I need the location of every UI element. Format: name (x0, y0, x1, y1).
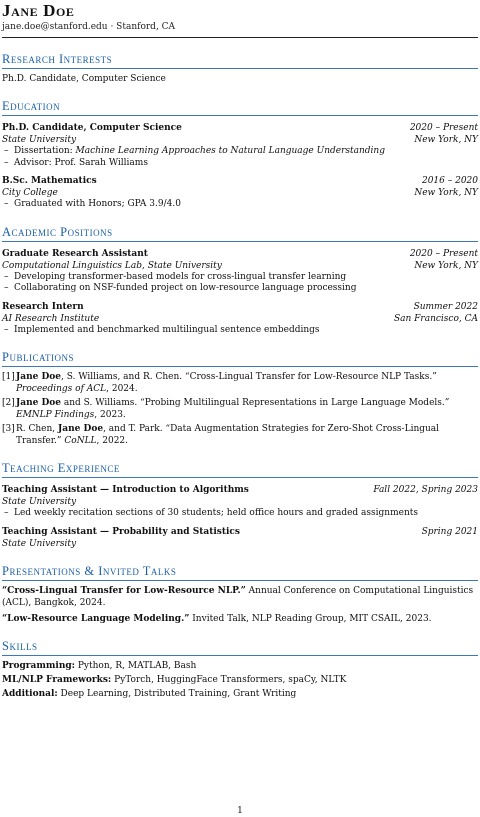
location: New York, NY (414, 188, 478, 198)
section-talks (2, 564, 478, 625)
skill-label: Programming: (2, 660, 76, 671)
bullet-list (2, 508, 478, 520)
school: City College (2, 188, 58, 198)
school: State University (2, 135, 77, 145)
dates: 2020 – Present (409, 248, 478, 259)
self-author: Jane Doe (16, 372, 62, 382)
section-title: Publications (2, 350, 478, 367)
role: Graduate Research Assistant (2, 248, 148, 259)
organization: Computational Linguistics Lab, State University (2, 260, 222, 271)
self-author: Jane Doe (58, 424, 104, 434)
skill-label: Additional: (2, 688, 58, 699)
section-skills (2, 639, 478, 700)
section-title: Academic Positions (2, 225, 478, 242)
bullet-list (2, 146, 478, 169)
list-item: – Developing transformer-based models for cross-lingual transfer learning (2, 272, 478, 284)
talk-title: “Cross-Lingual Transfer for Low-Resource NLP.” (2, 585, 246, 596)
page-number: 1 (237, 806, 243, 816)
publication-number: [3] (2, 424, 15, 434)
list-item: – Led weekly recitation sections of 30 students; held office hours and graded assignments (2, 508, 478, 520)
publication-item: [3] R. Chen, Jane Doe, and T. Park. “Data Augmentation Strategies for Zero-Shot Cross-Lingual Transfer.” CoNLL, 2022. (2, 424, 440, 446)
section-publications (2, 350, 478, 447)
dates: 2016 – 2020 (421, 176, 478, 186)
section-education (2, 99, 478, 211)
section-title: Education (2, 99, 478, 116)
publication-item: [1] Jane Doe, S. Williams, and R. Chen. “Cross-Lingual Transfer for Low-Resource NLP Tasks.” Proceedings of ACL, 2024. (2, 372, 437, 394)
section-title: Skills (2, 639, 478, 656)
venue: CoNLL (64, 436, 97, 446)
bullet-list (2, 272, 478, 295)
list-item: – Advisor: Prof. Sarah Williams (2, 158, 478, 170)
degree: B.Sc. Mathematics (2, 176, 97, 186)
list-item: – Graduated with Honors; GPA 3.9/4.0 (2, 199, 478, 211)
section-title: Research Interests (2, 52, 478, 69)
bullet-list (2, 325, 478, 337)
publication-number: [1] (2, 372, 15, 382)
education-entry (2, 175, 478, 211)
dates: Summer 2022 (413, 301, 478, 312)
role: Research Intern (2, 301, 84, 312)
talk-item: “Low-Resource Language Modeling.” Invited Talk, NLP Reading Group, MIT CSAIL, 2023. (2, 613, 432, 624)
research-text: Ph.D. Candidate, Computer Science (2, 74, 166, 84)
list-item: – Collaborating on NSF-funded project on low-resource language processing (2, 283, 478, 295)
role: Teaching Assistant — Probability and Statistics (2, 526, 240, 537)
location: San Francisco, CA (393, 313, 478, 324)
teaching-entry (2, 526, 478, 550)
dates: 2020 – Present (409, 123, 478, 133)
school: State University (2, 538, 77, 549)
skill-item: ML/NLP Frameworks: PyTorch, HuggingFace Transformers, spaCy, NLTK (2, 674, 347, 685)
location: New York, NY (414, 260, 478, 271)
section-academic-positions (2, 225, 478, 337)
dates: Spring 2021 (421, 526, 478, 537)
section-teaching (2, 461, 478, 550)
publication-number: [2] (2, 398, 15, 408)
skill-item: Additional: Deep Learning, Distributed Training, Grant Writing (2, 688, 297, 699)
skill-label: ML/NLP Frameworks: (2, 674, 112, 685)
dissertation-title: Machine Learning Approaches to Natural Language Understanding (75, 146, 385, 156)
header-rule (2, 37, 478, 38)
cv-page (2, 0, 478, 700)
contact-line: jane.doe@stanford.edu · Stanford, CA (2, 22, 176, 32)
cv-header (2, 0, 478, 33)
talk-title: “Low-Resource Language Modeling.” (2, 613, 190, 624)
dates: Fall 2022, Spring 2023 (373, 485, 478, 495)
organization: AI Research Institute (2, 313, 100, 324)
list-item: – Implemented and benchmarked multilingual sentence embeddings (2, 325, 478, 337)
position-entry (2, 301, 478, 337)
cv-name: Jane Doe (2, 1, 75, 20)
section-title: Teaching Experience (2, 461, 478, 478)
venue: EMNLP Findings (16, 410, 95, 420)
school: State University (2, 497, 77, 507)
venue: Proceedings of ACL (16, 384, 107, 394)
role: Teaching Assistant — Introduction to Algorithms (2, 485, 249, 495)
talk-item: “Cross-Lingual Transfer for Low-Resource NLP.” Annual Conference on Computational Linguistics (ACL), Bangkok, 2024. (2, 585, 474, 608)
bullet-list (2, 199, 478, 211)
list-item: – Dissertation: Machine Learning Approaches to Natural Language Understanding (2, 146, 478, 158)
self-author: Jane Doe (16, 398, 62, 408)
education-entry (2, 122, 478, 169)
section-research-interests (2, 52, 478, 85)
teaching-entry (2, 484, 478, 520)
location: New York, NY (414, 135, 478, 145)
degree: Ph.D. Candidate, Computer Science (2, 123, 182, 133)
section-title: Presentations & Invited Talks (2, 564, 478, 581)
position-entry (2, 248, 478, 295)
publication-item: [2] Jane Doe and S. Williams. “Probing Multilingual Representations in Large Language Models.” EMNLP Findings, 2023. (2, 398, 450, 420)
skill-item: Programming: Python, R, MATLAB, Bash (2, 660, 197, 671)
